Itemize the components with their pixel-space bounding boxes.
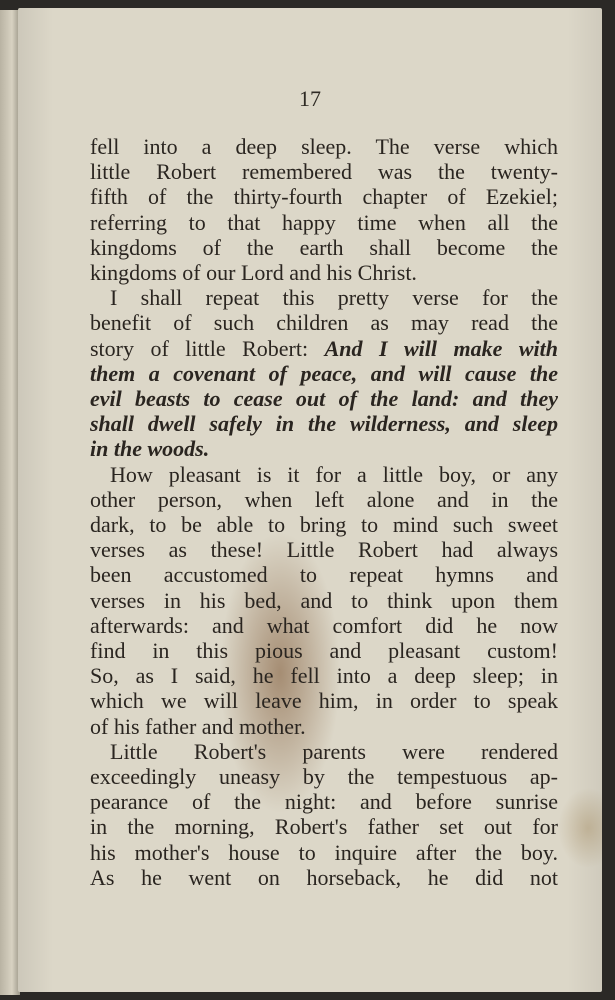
text-line: So, as I said, he fell into a deep sleep; in [90, 663, 558, 689]
text-line: Little Robert's parents were rendered [110, 738, 558, 764]
scripture-quote-line: in the woods. [90, 436, 210, 462]
text-line: exceedingly uneasy by the tempestuous ap- [90, 764, 558, 790]
text-line: been accustomed to repeat hymns and [90, 562, 558, 588]
scripture-quote-line: shall dwell safely in the wilderness, and sleep [90, 411, 558, 437]
text-line: fifth of the thirty-fourth chapter of Ezekiel; [90, 184, 558, 210]
scripture-quote-line: them a covenant of peace, and will cause the [90, 360, 558, 386]
facing-page-edge [0, 10, 20, 995]
text-line: fell into a deep sleep. The verse which [90, 134, 558, 159]
text-line: dark, to be able to bring to mind such sweet [90, 512, 558, 538]
text-line: As he went on horseback, he did not [90, 864, 558, 890]
book-page [18, 8, 602, 992]
page-body-text [90, 134, 558, 890]
text-fragment: story of little Robert: [90, 335, 325, 361]
text-line: pearance of the night: and before sunrise [90, 789, 558, 815]
text-line: afterwards: and what comfort did he now [90, 612, 558, 638]
text-line: which we will leave him, in order to speak [90, 688, 558, 714]
scripture-quote-fragment: And I will make with [324, 335, 558, 361]
text-line: I shall repeat this pretty verse for the [110, 285, 558, 311]
text-line: find in this pious and pleasant custom! [90, 638, 558, 664]
text-line: benefit of such children as may read the [90, 310, 558, 336]
text-line: referring to that happy time when all the [90, 209, 558, 235]
text-line: verses in his bed, and to think upon them [90, 587, 558, 613]
text-line: How pleasant is it for a little boy, or any [110, 461, 558, 487]
text-line: his mother's house to inquire after the boy. [90, 839, 558, 865]
text-line: kingdoms of the earth shall become the [90, 234, 558, 260]
page-number: 17 [299, 86, 321, 111]
text-line: in the morning, Robert's father set out for [90, 814, 558, 840]
scripture-quote-line: evil beasts to cease out of the land: and they [90, 386, 558, 412]
text-line: little Robert remembered was the twenty- [90, 159, 558, 185]
text-line: of his father and mother. [90, 713, 306, 739]
text-line: verses as these! Little Robert had always [90, 537, 558, 563]
text-line: kingdoms of our Lord and his Christ. [90, 260, 417, 286]
text-line-mixed [90, 336, 558, 361]
text-line: other person, when left alone and in the [90, 486, 558, 512]
